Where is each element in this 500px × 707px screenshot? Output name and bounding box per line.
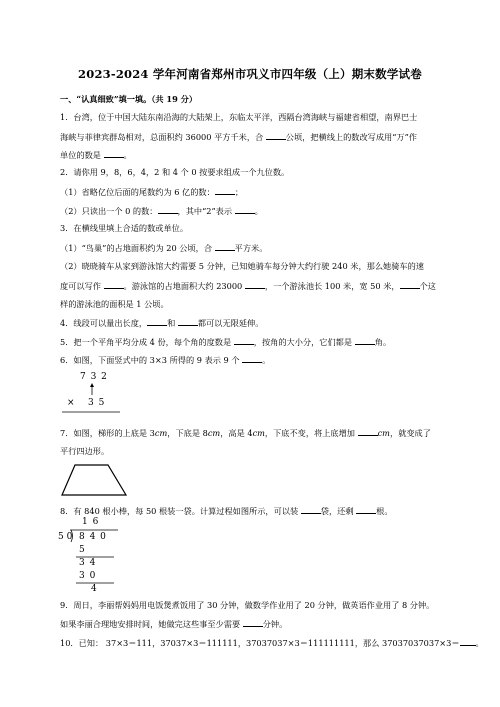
answer-blank[interactable]: [178, 317, 198, 326]
q7-line2: 平行四边形。: [60, 446, 110, 456]
q3-sub2-line1: （2）晓晓骑车从家到游泳馆大约需要 5 分钟，已知她骑车每分钟大约行驶 240 米，那么她骑车的速: [60, 261, 424, 271]
answer-blank[interactable]: [234, 336, 254, 345]
answer-blank[interactable]: [355, 336, 375, 345]
q1-line3: 单位的数是 。: [60, 150, 132, 160]
q2-sub2: （2）只读出一个 0 的数： ，其中“2”表示 。: [60, 206, 263, 216]
q9-line1: 9．周日，李丽帮妈妈用电饭煲煮饭用了 30 分钟，做数学作业用了 20 分钟，做英语作业用了 8 分钟。: [60, 600, 435, 610]
answer-blank[interactable]: [158, 205, 178, 214]
section-heading: 一、“认真细致”填一填。（共 19 分）: [60, 94, 198, 104]
answer-blank[interactable]: [235, 205, 255, 214]
answer-blank[interactable]: [356, 505, 376, 514]
q8-line: 8．有 840 根小棒，每 50 根装一袋。计算过程如图所示，可以装 袋，还剩 根。: [60, 506, 393, 516]
dividend: 8 4 0: [79, 532, 107, 542]
answer-blank[interactable]: [242, 354, 262, 363]
q3-sub2-line2: 度可以写作 。游泳馆的占地面积大约 23000 ，一个游泳池长 100 米，宽 50 米， 个这: [60, 281, 436, 291]
answer-blank[interactable]: [460, 637, 476, 646]
step-product-2: 3 0: [79, 571, 97, 581]
quotient: 1 6: [82, 517, 100, 527]
q3-line1: 3．在横线里填上合适的数或单位。: [60, 223, 189, 233]
answer-blank[interactable]: [215, 242, 235, 251]
answer-blank[interactable]: [266, 131, 286, 140]
q1-line1: 1．台湾，位于中国大陆东南沿海的大陆架上，东临太平洋，西隔台湾海峡与福建省相望，南界巴士: [60, 112, 418, 122]
q5-line: 5．把一个平角平均分成 4 份，每个角的度数是 ，按角的大小分，它们都是 角。: [60, 337, 392, 347]
rule-line: [62, 411, 122, 414]
q7-line1: 7．如图，梯形的上底是 3cm，下底是 8cm，高是 4cm，下底不变，将上底增加 cm，就变成了: [60, 428, 431, 438]
trapezoid-figure: [60, 463, 130, 497]
division-bracket: [70, 529, 76, 543]
q2-line1: 2．请你用 9，8，6，4，2 和 4 个 0 按要求组成一个九位数。: [60, 167, 290, 177]
times-sign: ×: [67, 398, 75, 408]
divisor: 5 0: [58, 532, 73, 542]
q6-line: 6．如图，下面竖式中的 3×3 所得的 9 表示 9 个 。: [60, 355, 271, 365]
answer-blank[interactable]: [301, 505, 321, 514]
multiplicand: 7 3 2: [80, 372, 108, 382]
answer-blank[interactable]: [215, 186, 235, 195]
q3-sub1: （1）“鸟巢”的占地面积约为 20 公顷，合 平方米。: [60, 243, 268, 253]
answer-blank[interactable]: [400, 280, 420, 289]
page-title: 2023-2024 学年河南省郑州市巩义市四年级（上）期末数学试卷: [78, 67, 422, 81]
answer-blank[interactable]: [147, 317, 167, 326]
step-remainder-1: 3 4: [79, 558, 97, 568]
q3-sub2-line3: 样的游泳池的面积是 1 公顷。: [60, 299, 169, 309]
q1-line2: 海峡与菲律宾群岛相对，总面积约 36000 平方千米，合 公顷，把横线上的数改写成用“万”作: [60, 132, 417, 142]
answer-blank[interactable]: [243, 618, 263, 627]
answer-blank[interactable]: [245, 280, 265, 289]
q9-line2: 如果李丽合理地安排时间，她做完这些事至少需要 分钟。: [60, 619, 288, 629]
final-remainder: 4: [91, 584, 97, 594]
step-product-1: 5: [79, 545, 85, 555]
q4-line: 4．线段可以量出长度， 和 都可以无限延伸。: [60, 318, 264, 328]
q10-line: 10．已知： 37×3＝111，37037×3＝111111，37037037×3＝111111111，那么 37037037037×3＝ 。: [60, 638, 484, 648]
arrow-up-icon: [87, 382, 97, 396]
answer-blank[interactable]: [358, 427, 378, 436]
answer-blank[interactable]: [104, 280, 124, 289]
answer-blank[interactable]: [104, 149, 124, 158]
q2-sub1: （1）省略亿位后面的尾数约为 6 亿的数： ；: [60, 187, 244, 197]
multiplier: 3 5: [88, 398, 106, 408]
